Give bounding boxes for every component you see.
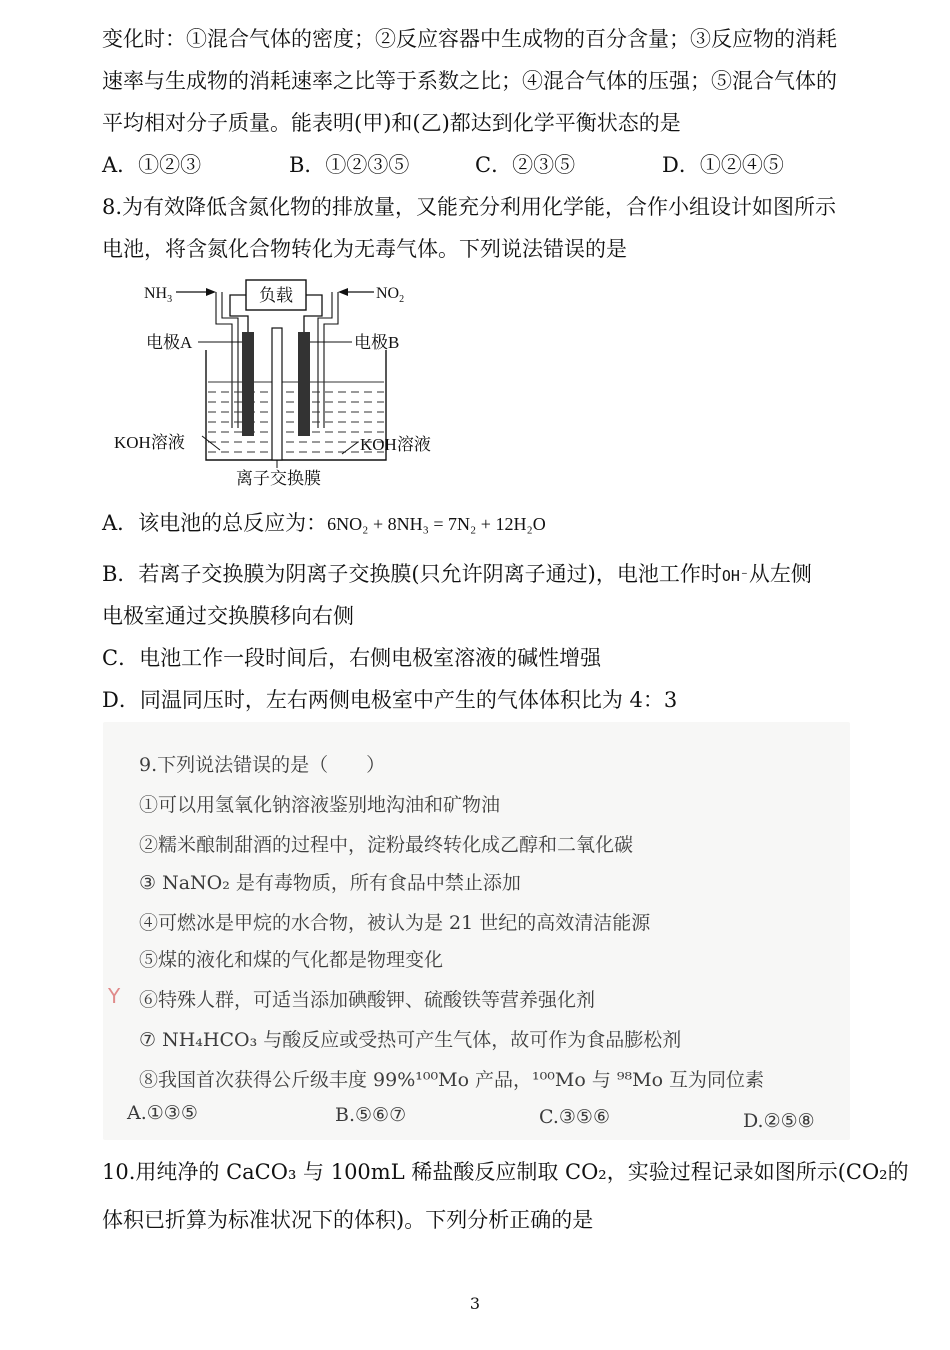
q7-option-a: A．①②③ <box>102 153 202 177</box>
q7-option-b: B．①②③⑤ <box>289 153 410 177</box>
q8-option-b-text-end: 从左侧 <box>748 562 812 586</box>
q8-option-b-line-1 <box>102 559 812 591</box>
q9-scanned-region <box>103 722 850 1140</box>
q9-option-b: B.⑤⑥⑦ <box>335 1104 407 1126</box>
q9-statement-5: ⑤煤的液化和煤的气化都是物理变化 <box>139 949 444 971</box>
q8-option-a-text: A．该电池的总反应为： <box>102 511 328 535</box>
q9-statement-6: ⑥特殊人群，可适当添加碘酸钾、硫酸铁等营养强化剂 <box>139 989 596 1011</box>
q9-statement-1: ①可以用氢氧化钠溶液鉴别地沟油和矿物油 <box>139 794 501 816</box>
q8-option-a <box>102 508 546 539</box>
no2-arrow-icon <box>338 288 348 296</box>
load-label: 负载 <box>259 286 293 305</box>
q9-option-a: A.①③⑤ <box>127 1102 198 1124</box>
q10-line-1: 10.用纯净的 CaCO₃ 与 100mL 稀盐酸反应制取 CO₂，实验过程记录如图所示(CO₂的 <box>102 1160 909 1184</box>
nh3-arrow-icon <box>206 288 216 296</box>
no2-label: $NO_2$ <box>376 285 405 305</box>
electrode-b <box>298 332 310 436</box>
vessel <box>206 350 386 460</box>
q8-line-2: 电池，将含氮化合物转化为无毒气体。下列说法错误的是 <box>102 237 627 261</box>
q7-line-1: 变化时：①混合气体的密度；②反应容器中生成物的百分含量；③反应物的消耗 <box>102 27 837 51</box>
q10-line-2: 体积已折算为标准状况下的体积)。下列分析正确的是 <box>102 1208 594 1232</box>
q7-line-2: 速率与生成物的消耗速率之比等于系数之比；④混合气体的压强；⑤混合气体的 <box>102 69 837 93</box>
q9-option-c: C.③⑤⑥ <box>539 1106 610 1128</box>
koh-right-label: KOH溶液 <box>360 435 431 454</box>
q9-statement-7: ⑦ NH₄HCO₃ 与酸反应或受热可产生气体，故可作为食品膨松剂 <box>139 1029 682 1051</box>
page-number: 3 <box>469 1294 481 1313</box>
electrode-b-label: 电极B <box>354 333 400 352</box>
membrane-label: 离子交换膜 <box>236 469 321 488</box>
solution-lines <box>208 382 384 452</box>
q8-option-b-line-2: 电极室通过交换膜移向右侧 <box>102 604 354 628</box>
q9-option-d: D.②⑤⑧ <box>743 1110 815 1132</box>
q7-option-c: C．②③⑤ <box>475 153 576 177</box>
electrode-a <box>242 332 254 436</box>
q8-line-1: 8.为有效降低含氮化物的排放量，又能充分利用化学能，合作小组设计如图所示 <box>102 195 837 219</box>
q7-line-3: 平均相对分子质量。能表明(甲)和(乙)都达到化学平衡状态的是 <box>102 111 681 135</box>
q8-option-b-ion: OH⁻ <box>721 567 749 585</box>
q8-option-b-text: B．若离子交换膜为阴离子交换膜(只允许阴离子通过)，电池工作时 <box>102 562 722 586</box>
q9-statement-3: ③ NaNO₂ 是有毒物质，所有食品中禁止添加 <box>139 872 521 894</box>
koh-left-label: KOH溶液 <box>114 433 185 452</box>
q9-title: 9.下列说法错误的是（ ） <box>139 754 386 776</box>
q9-statement-4: ④可燃冰是甲烷的水合物，被认为是 21 世纪的高效清洁能源 <box>139 912 651 934</box>
q7-option-d: D．①②④⑤ <box>662 153 784 177</box>
grading-mark-icon: Y <box>108 984 121 1008</box>
ion-exchange-membrane <box>272 328 282 460</box>
q9-statement-2: ②糯米酿制甜酒的过程中，淀粉最终转化成乙醇和二氧化碳 <box>139 834 634 856</box>
q9-statement-8: ⑧我国首次获得公斤级丰度 99%¹⁰⁰Mo 产品，¹⁰⁰Mo 与 ⁹⁸Mo 互为同位素 <box>139 1069 765 1091</box>
q8-option-d: D．同温同压时，左右两侧电极室中产生的气体体积比为 4：3 <box>102 688 678 712</box>
q8-option-c: C．电池工作一段时间后，右侧电极室溶液的碱性增强 <box>102 646 602 670</box>
battery-diagram <box>110 278 470 492</box>
electrode-a-label: 电极A <box>146 333 193 352</box>
q8-option-a-equation: 6NO₂ + 8NH₃ = 7N₂ + 12H₂O <box>327 514 546 534</box>
nh3-label: $NH_3$ <box>144 285 173 305</box>
